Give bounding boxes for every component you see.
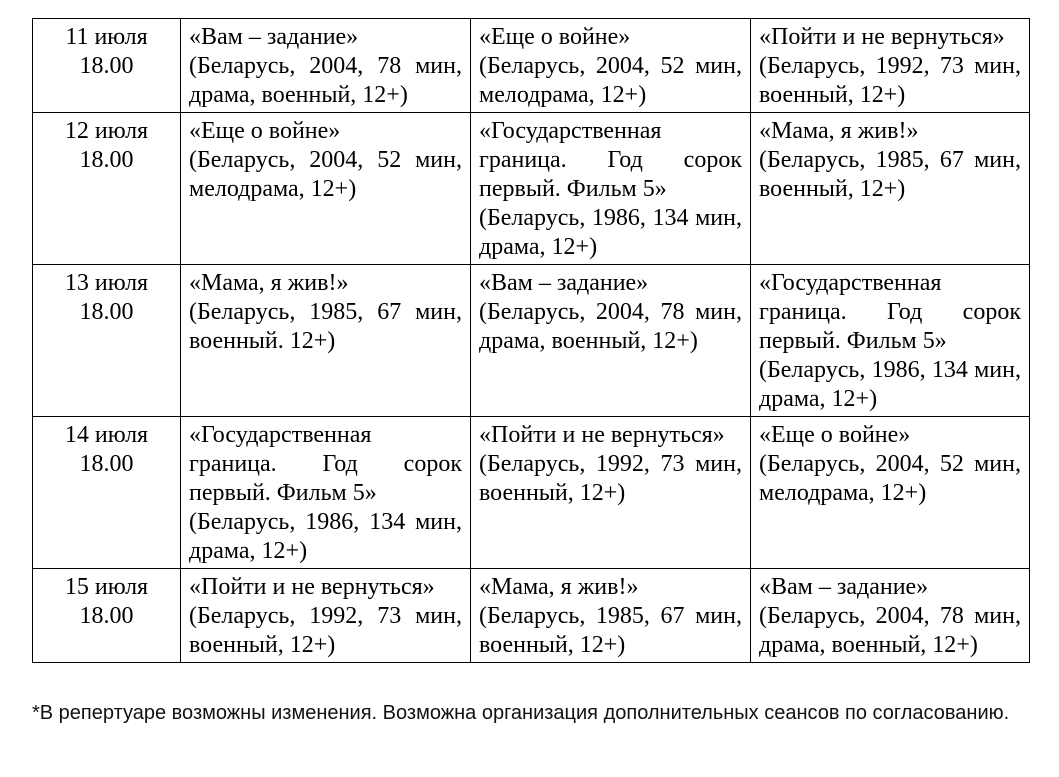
film-cell [471,417,751,569]
date-cell [33,417,181,569]
film-title: «Еще о войне» [189,118,341,144]
film-details: (Беларусь, 2004, 78 мин, драма, военный, 12+) [759,603,1021,658]
film-title: «Мама, я жив!» [189,270,349,296]
film-cell [751,417,1030,569]
film-title: «Вам – задание» [189,24,359,50]
time: 18.00 [79,147,134,173]
film-title: «Вам – задание» [759,574,929,600]
film-details: (Беларусь, 2004, 78 мин, драма, военный, 12+) [479,299,742,354]
date-cell [33,265,181,417]
time: 18.00 [79,603,134,629]
time: 18.00 [79,53,134,79]
film-details: (Беларусь, 1985, 67 мин, военный, 12+) [759,147,1021,202]
date: 14 июля [64,422,149,448]
film-cell [181,113,471,265]
footnote: *В репертуаре возможны изменения. Возможна организация дополнительных сеансов по согласованию. [32,702,1010,724]
film-cell [181,265,471,417]
film-title: «Вам – задание» [479,270,649,296]
film-cell [751,19,1030,113]
date: 15 июля [64,574,149,600]
film-cell [471,569,751,663]
film-cell [181,417,471,569]
film-cell [751,569,1030,663]
time: 18.00 [79,451,134,477]
film-details: (Беларусь, 2004, 52 мин, мелодрама, 12+) [479,53,742,108]
film-cell [471,19,751,113]
film-details: (Беларусь, 1992, 73 мин, военный, 12+) [479,451,742,506]
date: 11 июля [65,24,148,50]
film-title: «Мама, я жив!» [479,574,639,600]
film-cell [471,265,751,417]
table-row [33,569,1030,663]
table-row [33,19,1030,113]
film-title: «Пойти и не вернуться» [759,24,1005,50]
date: 12 июля [64,118,149,144]
table-row [33,265,1030,417]
date-cell [33,113,181,265]
film-details: (Беларусь, 1986, 134 мин, драма, 12+) [479,205,742,260]
time: 18.00 [79,299,134,325]
film-title: «Пойти и не вернуться» [189,574,435,600]
film-details: (Беларусь, 1985, 67 мин, военный, 12+) [479,603,742,658]
date-cell [33,569,181,663]
table-row [33,417,1030,569]
film-cell [471,113,751,265]
film-title: «Пойти и не вернуться» [479,422,725,448]
film-title: «Государственная граница. Год сорок первый. Фильм 5» [759,270,1021,354]
film-details: (Беларусь, 1986, 134 мин, драма, 12+) [759,357,1021,412]
film-title: «Еще о войне» [479,24,631,50]
film-details: (Беларусь, 2004, 52 мин, мелодрама, 12+) [189,147,462,202]
film-details: (Беларусь, 1992, 73 мин, военный, 12+) [759,53,1021,108]
film-details: (Беларусь, 1992, 73 мин, военный, 12+) [189,603,462,658]
film-title: «Мама, я жив!» [759,118,919,144]
film-details: (Беларусь, 2004, 52 мин, мелодрама, 12+) [759,451,1021,506]
film-cell [181,569,471,663]
date: 13 июля [64,270,149,296]
table-row [33,113,1030,265]
film-details: (Беларусь, 1985, 67 мин, военный. 12+) [189,299,462,354]
film-details: (Беларусь, 1986, 134 мин, драма, 12+) [189,509,462,564]
film-cell [751,113,1030,265]
film-title: «Государственная граница. Год сорок первый. Фильм 5» [189,422,462,506]
film-title: «Еще о войне» [759,422,911,448]
film-details: (Беларусь, 2004, 78 мин, драма, военный, 12+) [189,53,462,108]
film-title: «Государственная граница. Год сорок первый. Фильм 5» [479,118,742,202]
schedule-table [32,18,1030,663]
date-cell [33,19,181,113]
film-cell [181,19,471,113]
film-cell [751,265,1030,417]
